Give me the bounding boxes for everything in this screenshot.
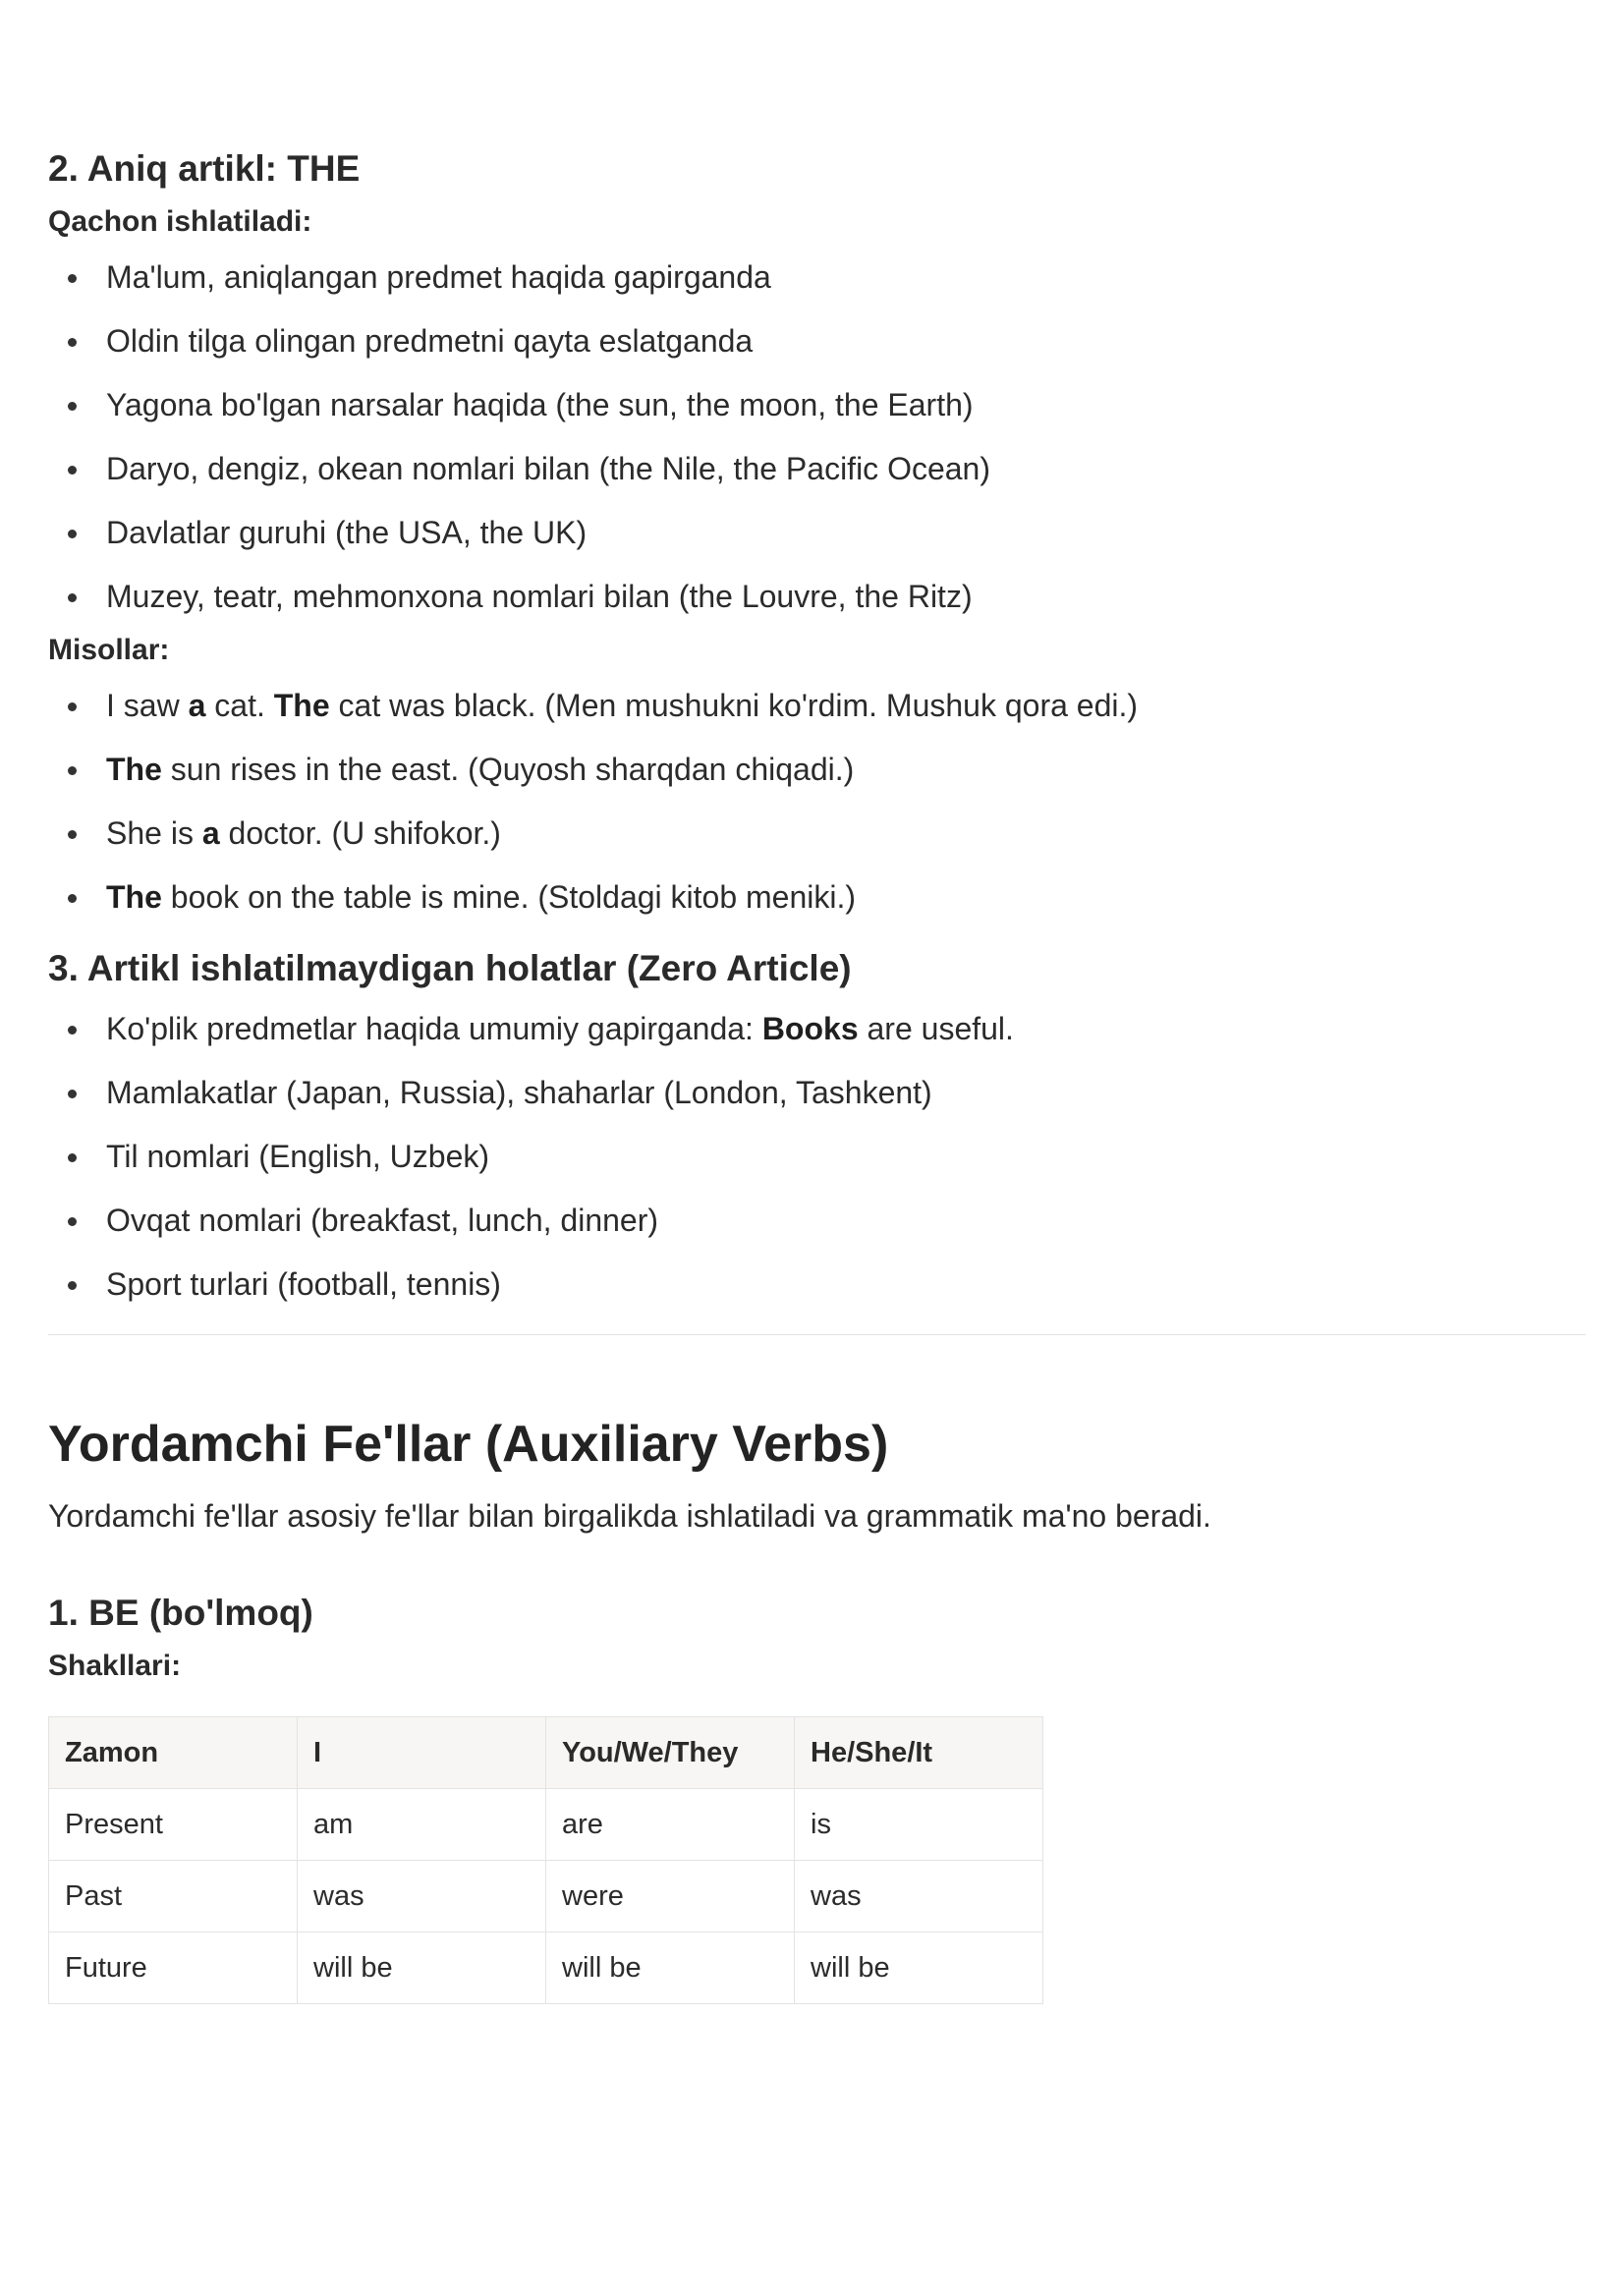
list-item: Ovqat nomlari (breakfast, lunch, dinner): [58, 1189, 1586, 1253]
column-header: I: [298, 1717, 546, 1789]
table-header-row: [49, 1717, 1043, 1789]
section-heading-be: 1. BE (bo'lmoq): [48, 1592, 313, 1633]
the-examples-list: [48, 674, 1586, 929]
document-page: [48, 147, 1586, 2004]
table-cell: were: [546, 1861, 795, 1932]
list-item: Yagona bo'lgan narsalar haqida (the sun, the moon, the Earth): [58, 373, 1586, 437]
list-item: Til nomlari (English, Uzbek): [58, 1125, 1586, 1189]
example-item: The sun rises in the east. (Quyosh sharqdan chiqadi.): [58, 738, 1586, 802]
column-header: Zamon: [49, 1717, 298, 1789]
table-row: [49, 1789, 1043, 1861]
example-item: She is a doctor. (U shifokor.): [58, 802, 1586, 866]
zero-article-list: [48, 997, 1586, 1316]
list-item: Muzey, teatr, mehmonxona nomlari bilan (the Louvre, the Ritz): [58, 565, 1586, 629]
column-header: You/We/They: [546, 1717, 795, 1789]
section-heading-zero-article: 3. Artikl ishlatilmaydigan holatlar (Zero Article): [48, 948, 852, 989]
table-row: [49, 1861, 1043, 1932]
table-cell: Future: [49, 1932, 298, 2004]
the-uses-list: [48, 246, 1586, 629]
section-heading-the: 2. Aniq artikl: THE: [48, 148, 361, 189]
table-cell: will be: [298, 1932, 546, 2004]
table-cell: will be: [546, 1932, 795, 2004]
table-cell: are: [546, 1789, 795, 1861]
be-forms-table: [48, 1716, 1043, 2004]
page-title-auxiliary-verbs: Yordamchi Fe'llar (Auxiliary Verbs): [48, 1415, 889, 1473]
intro-paragraph: Yordamchi fe'llar asosiy fe'llar bilan birgalikda ishlatiladi va grammatik ma'no beradi.: [48, 1498, 1211, 1535]
table-cell: Present: [49, 1789, 298, 1861]
table-cell: will be: [795, 1932, 1043, 2004]
table-row: [49, 1932, 1043, 2004]
table-cell: is: [795, 1789, 1043, 1861]
table-cell: was: [298, 1861, 546, 1932]
list-item: Oldin tilga olingan predmetni qayta eslatganda: [58, 309, 1586, 373]
list-item: Ma'lum, aniqlangan predmet haqida gapirganda: [58, 246, 1586, 309]
list-item: Sport turlari (football, tennis): [58, 1253, 1586, 1316]
table-cell: was: [795, 1861, 1043, 1932]
list-item: Ko'plik predmetlar haqida umumiy gapirganda: Books are useful.: [58, 997, 1586, 1061]
table-cell: am: [298, 1789, 546, 1861]
list-item: Davlatlar guruhi (the USA, the UK): [58, 501, 1586, 565]
column-header: He/She/It: [795, 1717, 1043, 1789]
example-item: The book on the table is mine. (Stoldagi kitob meniki.): [58, 866, 1586, 929]
list-item: Mamlakatlar (Japan, Russia), shaharlar (London, Tashkent): [58, 1061, 1586, 1125]
when-used-label: Qachon ishlatiladi:: [48, 205, 312, 239]
list-item: Daryo, dengiz, okean nomlari bilan (the Nile, the Pacific Ocean): [58, 437, 1586, 501]
examples-label: Misollar:: [48, 634, 170, 667]
forms-label: Shakllari:: [48, 1650, 182, 1683]
table-cell: Past: [49, 1861, 298, 1932]
example-item: I saw a cat. The cat was black. (Men mushukni ko'rdim. Mushuk qora edi.): [58, 674, 1586, 738]
